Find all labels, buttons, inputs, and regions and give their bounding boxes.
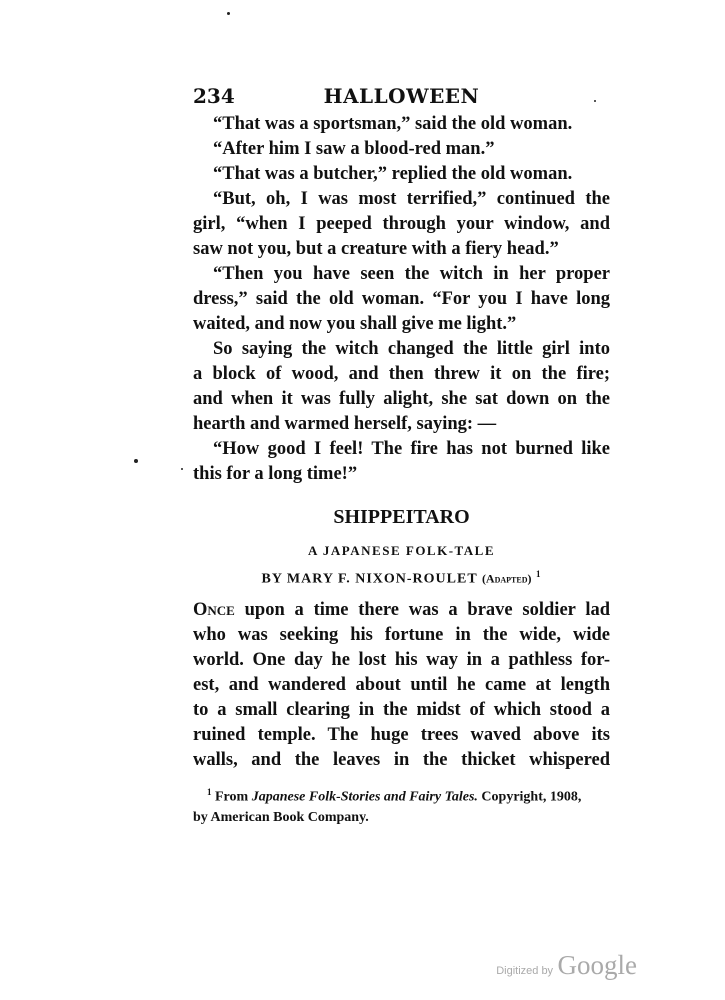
google-logo: Google <box>557 950 637 980</box>
text-line: “After him I saw a blood-red man.” <box>213 139 495 159</box>
author: BY MARY F. NIXON-ROULET <box>261 571 478 587</box>
text-line: “Then you have seen the witch in her proper <box>213 264 610 284</box>
text-line: world. One day he lost his way in a pathless for- <box>193 650 610 670</box>
text-line: “That was a butcher,” replied the old woman. <box>213 164 573 184</box>
story-subtitle: A JAPANESE FOLK-TALE <box>308 543 495 558</box>
scan-speck <box>181 468 183 470</box>
publisher: by American Book Company. <box>193 809 369 825</box>
digitized-watermark <box>496 950 637 981</box>
story-title: SHIPPEITARO <box>333 506 470 528</box>
running-header <box>193 84 610 110</box>
text-line: est, and wandered about until he came at length <box>193 675 610 695</box>
footnote-mark: 1 <box>207 787 212 797</box>
text-line: dress,” said the old woman. “For you I have long <box>193 289 610 309</box>
text-line: a block of wood, and then threw it on the fire; <box>193 364 610 384</box>
line-text: upon a time there was a brave soldier lad <box>234 600 610 620</box>
text-line: So saying the witch changed the little girl into <box>213 339 610 359</box>
story-opening-text <box>193 598 610 773</box>
text-line <box>193 598 610 623</box>
copyright: Copyright, 1908, <box>477 789 582 805</box>
scan-speck <box>134 459 138 463</box>
text-line: “That was a sportsman,” said the old woman. <box>213 114 573 134</box>
story-ending-text <box>193 112 610 487</box>
digitized-label: Digitized by <box>496 965 554 977</box>
text-line: walls, and the leaves in the thicket whispered <box>193 750 610 770</box>
scan-speck <box>227 12 230 15</box>
page-number: 234 <box>193 84 235 108</box>
byline <box>193 569 610 588</box>
footnote-prefix: From <box>215 789 252 805</box>
adapted-note: (Adapted) <box>481 571 532 586</box>
text-line: and when it was fully alight, she sat down on the <box>193 389 610 409</box>
text-line: who was seeking his fortune in the wide, wide <box>193 625 610 645</box>
drop-word: Once <box>193 600 235 620</box>
text-line: “But, oh, I was most terrified,” continued the <box>213 189 610 209</box>
text-line: to a small clearing in the midst of which stood a <box>193 700 610 720</box>
text-line: ruined temple. The huge trees waved above its <box>193 725 610 745</box>
text-line: hearth and warmed herself, saying: — <box>193 414 497 434</box>
text-line: saw not you, but a creature with a fiery head.” <box>193 239 559 259</box>
text-line: girl, “when I peeped through your window, and <box>193 214 610 234</box>
footnote-ref: 1 <box>536 569 542 579</box>
footnote <box>193 782 610 828</box>
text-line: “How good I feel! The fire has not burned like <box>213 439 610 459</box>
text-line: this for a long time!” <box>193 464 358 484</box>
source-title: Japanese Folk-Stories and Fairy Tales. <box>251 789 478 805</box>
running-title: HALLOWEEN <box>323 84 480 108</box>
text-line: waited, and now you shall give me light.” <box>193 314 517 334</box>
